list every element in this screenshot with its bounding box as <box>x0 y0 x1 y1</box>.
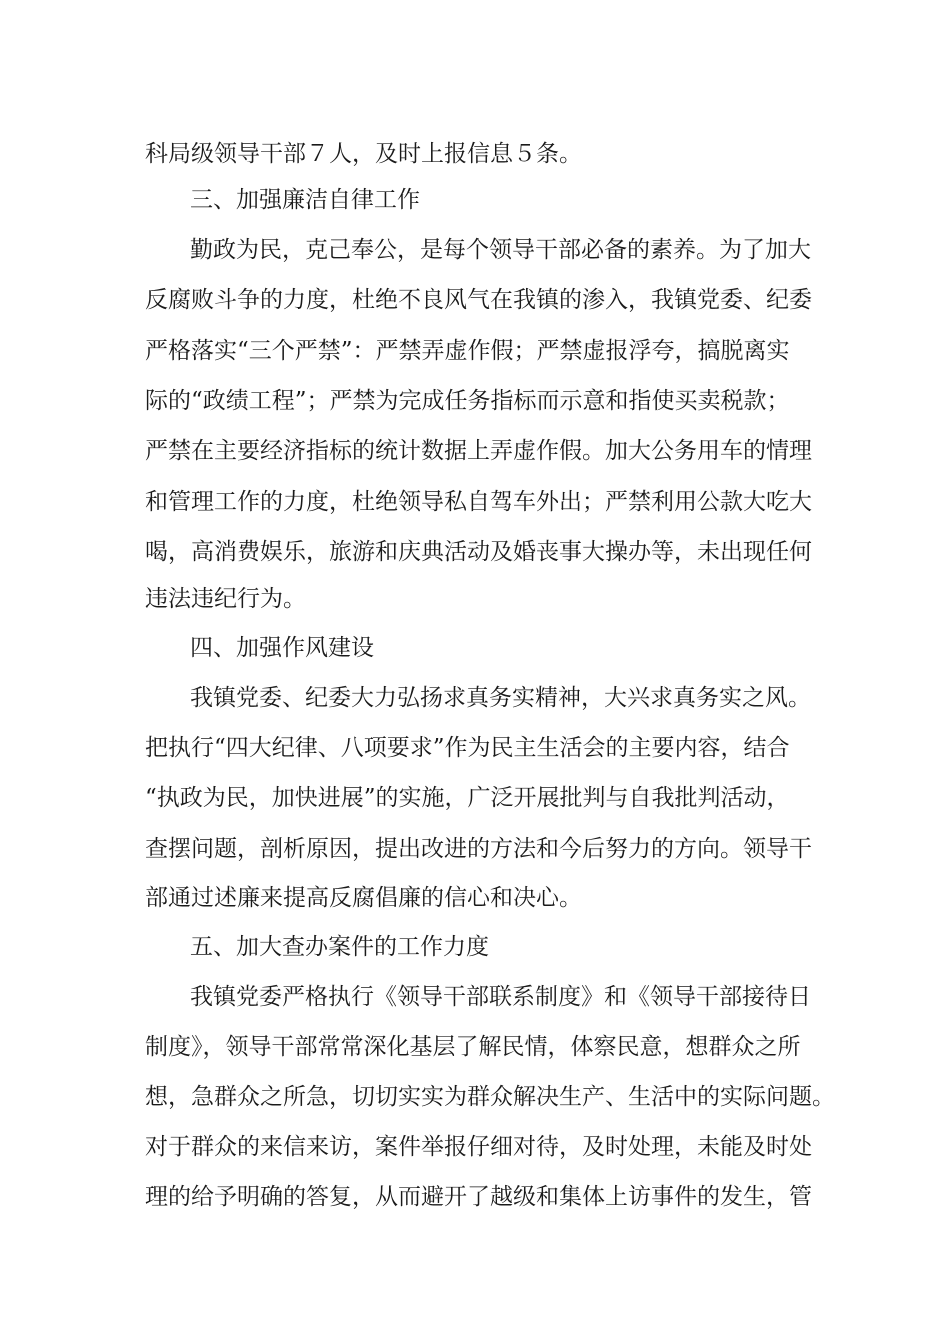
paragraph-line: 查摆问题，剖析原因，提出改进的方法和今后努力的方向。领导干 <box>145 836 812 862</box>
paragraph-line: “执政为民，加快进展”的实施，广泛开展批判与自我批判活动， <box>145 785 790 811</box>
paragraph-line: 违法违纪行为。 <box>145 586 306 612</box>
paragraph-line: 对于群众的来信来访，案件举报仔细对待，及时处理，未能及时处 <box>145 1134 812 1160</box>
paragraph-line: 我镇党委、纪委大力弘扬求真务实精神，大兴求真务实之风。 <box>190 685 811 711</box>
section-heading-3: 三、加强廉洁自律工作 <box>190 187 420 213</box>
paragraph-line: 际的“政绩工程”；严禁为完成任务指标而示意和指使买卖税款； <box>145 388 790 414</box>
paragraph-line: 和管理工作的力度，杜绝领导私自驾车外出；严禁利用公款大吃大 <box>145 489 812 515</box>
paragraph-line: 我镇党委严格执行《领导干部联系制度》和《领导干部接待日 <box>190 984 811 1010</box>
paragraph-line: 制度》，领导干部常常深化基层了解民情，体察民意，想群众之所 <box>145 1034 801 1060</box>
paragraph-line: 部通过述廉来提高反腐倡廉的信心和决心。 <box>145 885 582 911</box>
section-heading-5: 五、加大查办案件的工作力度 <box>190 934 489 960</box>
paragraph-line: 理的给予明确的答复，从而避开了越级和集体上访事件的发生，管 <box>145 1184 812 1210</box>
paragraph-line: 勤政为民，克己奉公，是每个领导干部必备的素养。为了加大 <box>190 237 811 263</box>
paragraph-line: 严禁在主要经济指标的统计数据上弄虚作假。加大公务用车的情理 <box>145 438 812 464</box>
paragraph-line: 严格落实“三个严禁”：严禁弄虚作假；严禁虚报浮夸，搞脱离实 <box>145 338 790 364</box>
paragraph-line: 反腐败斗争的力度，杜绝不良风气在我镇的渗入，我镇党委、纪委 <box>145 287 812 313</box>
paragraph-line: 科局级领导干部７人，及时上报信息５条。 <box>145 141 582 167</box>
paragraph-line: 想，急群众之所急，切切实实为群众解决生产、生活中的实际问题。 <box>145 1084 835 1110</box>
paragraph-line: 喝，高消费娱乐，旅游和庆典活动及婚丧事大操办等，未出现任何 <box>145 539 812 565</box>
paragraph-line: 把执行“四大纪律、八项要求”作为民主生活会的主要内容，结合 <box>145 735 790 761</box>
section-heading-4: 四、加强作风建设 <box>190 635 374 661</box>
